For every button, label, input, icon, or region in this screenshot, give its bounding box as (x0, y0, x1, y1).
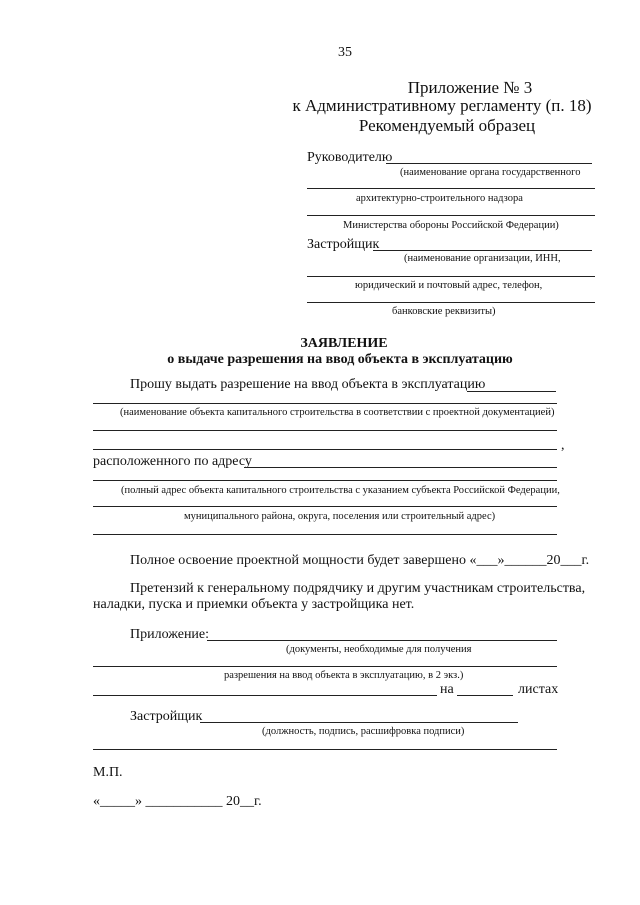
head-label: Руководителю (307, 150, 393, 165)
developer-fill-line-3[interactable] (307, 302, 595, 303)
sheets-count-line[interactable] (457, 695, 513, 696)
attachment-caption-2: разрешения на ввод объекта в эксплуатацию, в 2 экз.) (224, 670, 464, 681)
sheets-on-label: на (440, 682, 454, 697)
signer-caption: (должность, подпись, расшифровка подписи) (262, 726, 465, 737)
developer-fill-line[interactable] (373, 250, 592, 251)
signer-line-2[interactable] (93, 749, 557, 750)
request-text: Прошу выдать разрешение на ввод объекта в эксплуатацию (130, 377, 486, 392)
head-caption-3: Министерства обороны Российской Федерации) (343, 220, 559, 231)
statement-subtitle: о выдаче разрешения на ввод объекта в эксплуатацию (167, 352, 513, 367)
capacity-completion-text: Полное освоение проектной мощности будет завершено «___»______20___г. (130, 553, 590, 568)
claims-line-1: Претензий к генеральному подрядчику и другим участникам строительства, (130, 581, 586, 596)
appendix-reference: к Административному регламенту (п. 18) (292, 96, 592, 115)
appendix-sample-note: Рекомендуемый образец (358, 116, 536, 135)
claims-line-2: наладки, пуска и приемки объекта у застройщика нет. (93, 597, 415, 612)
sheets-label: листах (518, 682, 559, 697)
address-line-2[interactable] (93, 480, 557, 481)
object-name-line-3[interactable] (93, 430, 557, 431)
address-caption-1: (полный адрес объекта капитального строительства с указанием субъекта Российской Федерации, (121, 485, 560, 496)
object-caption: (наименование объекта капитального строительства в соответствии с проектной документацией) (120, 407, 555, 418)
comma: , (561, 438, 565, 453)
attachment-caption-1: (документы, необходимые для получения (286, 644, 472, 655)
developer-caption-1: (наименование организации, ИНН, (404, 253, 561, 264)
object-name-line-2[interactable] (93, 403, 557, 404)
attachment-line-3[interactable] (93, 695, 437, 696)
developer-fill-line-2[interactable] (307, 276, 595, 277)
head-caption-2: архитектурно-строительного надзора (356, 193, 523, 204)
head-fill-line-2[interactable] (307, 188, 595, 189)
signer-line[interactable] (200, 722, 518, 723)
signer-label: Застройщик (130, 709, 203, 724)
head-fill-line[interactable] (386, 163, 592, 164)
address-line-3[interactable] (93, 506, 557, 507)
attachment-line-1[interactable] (207, 640, 557, 641)
developer-label: Застройщик (307, 237, 380, 252)
head-fill-line-3[interactable] (307, 215, 595, 216)
stamp-placeholder: М.П. (93, 765, 123, 780)
attachment-line-2[interactable] (93, 666, 557, 667)
developer-caption-2: юридический и почтовый адрес, телефон, (355, 280, 543, 291)
date-line[interactable]: «_____» ___________ 20__г. (93, 794, 262, 809)
statement-title: ЗАЯВЛЕНИЕ (300, 336, 388, 351)
address-line-1[interactable] (244, 467, 557, 468)
appendix-title: Приложение № 3 (407, 78, 533, 97)
object-name-line-4[interactable] (93, 449, 557, 450)
address-line-4[interactable] (93, 534, 557, 535)
attachment-label: Приложение: (130, 627, 210, 642)
object-name-line-1[interactable] (467, 391, 556, 392)
address-label: расположенного по адресу (93, 454, 252, 469)
page-number: 35 (338, 45, 352, 60)
address-caption-2: муниципального района, округа, поселения или строительный адрес) (184, 511, 496, 522)
developer-caption-3: банковские реквизиты) (392, 306, 496, 317)
head-caption-1: (наименование органа государственного (400, 167, 581, 178)
